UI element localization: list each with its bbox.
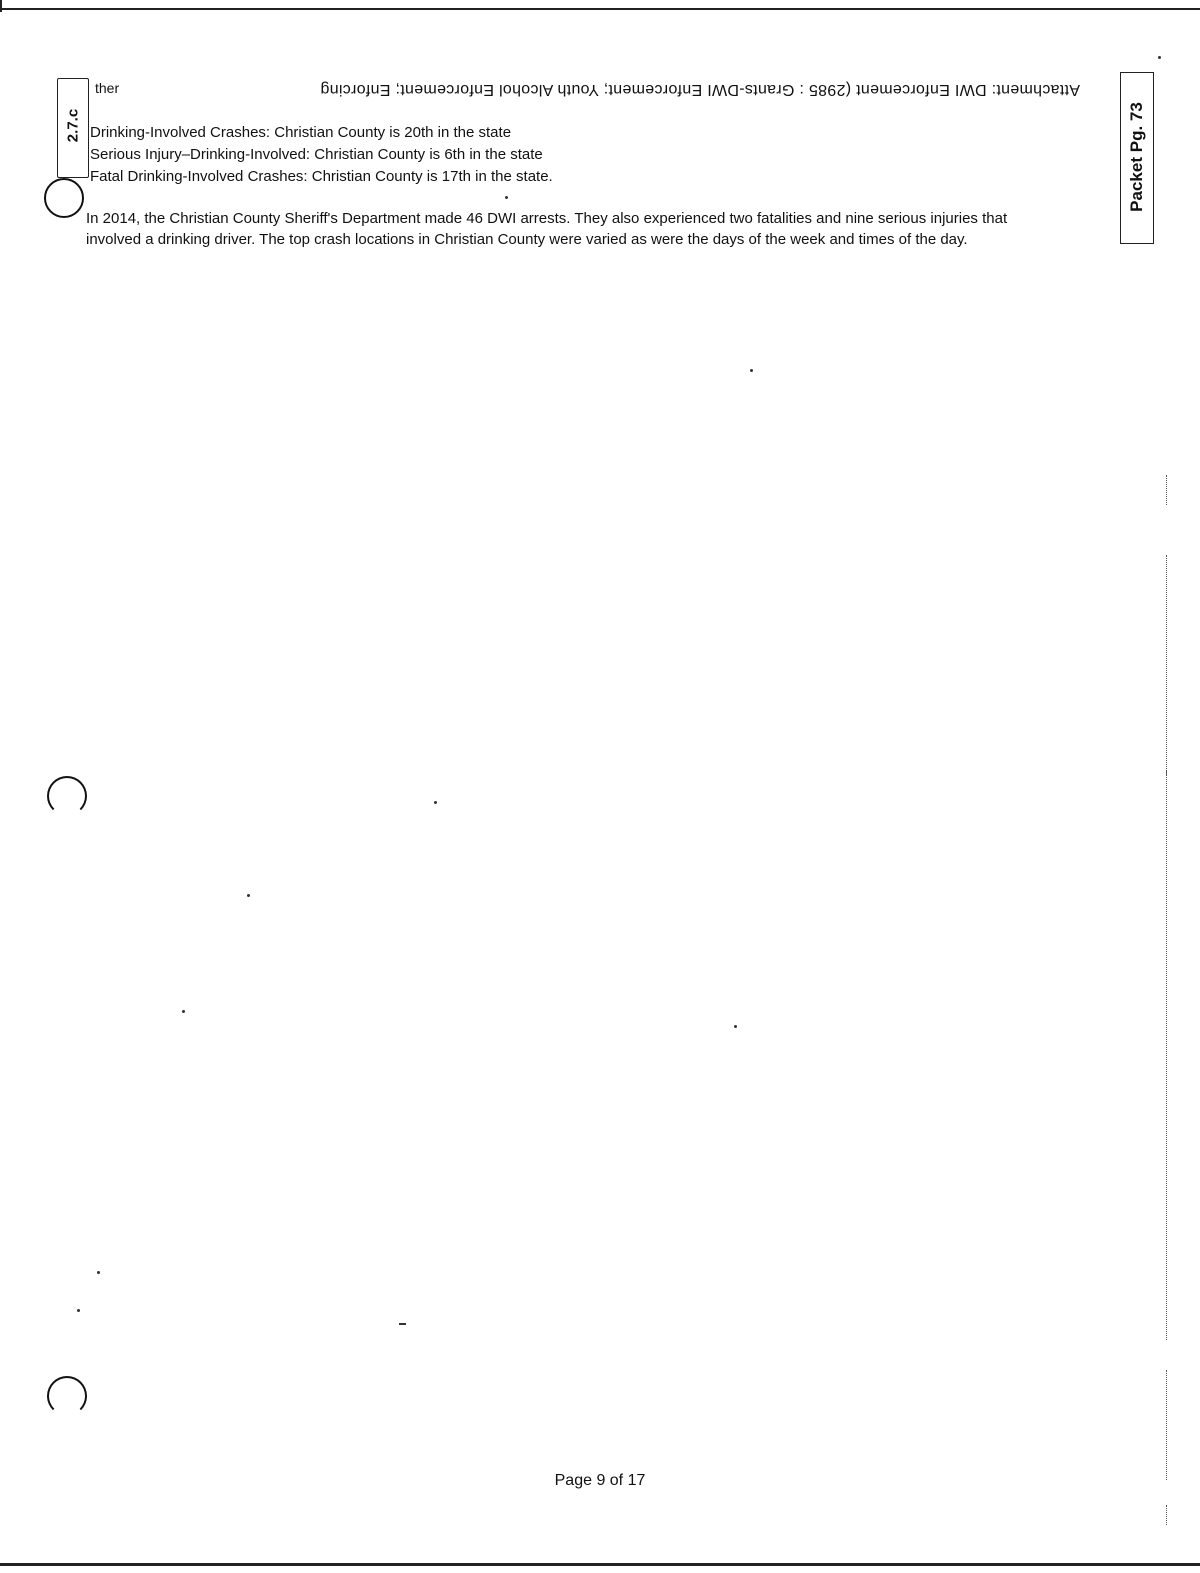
packet-page-label: Packet Pg. 73 — [1127, 102, 1146, 212]
body-paragraph: In 2014, the Christian County Sheriff's Department made 46 DWI arrests. They also experienced two fatalities and nine serious injuries that involved a drinking driver. The top crash locations in Christian County were varied as were the days of the week and times of the day. — [86, 210, 1008, 248]
scan-speck — [97, 1271, 100, 1274]
scan-margin-marks — [1166, 475, 1168, 505]
list-item: Serious Injury–Drinking-Involved: Christian County is 6th in the state — [90, 146, 543, 163]
punch-hole — [47, 776, 87, 816]
punch-hole — [44, 178, 84, 218]
list-item: Fatal Drinking-Involved Crashes: Christian County is 17th in the state. — [90, 168, 553, 185]
list-item: Drinking-Involved Crashes: Christian County is 20th in the state — [90, 124, 512, 141]
scan-speck — [77, 1309, 80, 1312]
scan-speck — [1158, 56, 1161, 59]
upside-down-attachment-header: Attachment: DWI Enforcement (2985 : Grants-DWI Enforcement; Youth Alcohol Enforcement; Enforcing — [320, 81, 1080, 98]
scan-margin-marks — [1166, 1370, 1168, 1480]
scan-speck — [750, 369, 753, 372]
scan-speck — [182, 1010, 185, 1013]
agenda-item-label: 2.7.c — [64, 108, 82, 143]
crash-ranking-list — [90, 122, 553, 188]
top-border — [0, 8, 1200, 10]
scan-margin-marks — [1166, 770, 1168, 1340]
header-trailing-word: ther — [95, 80, 120, 96]
agenda-item-tab — [57, 78, 89, 178]
bottom-border — [0, 1563, 1200, 1566]
scan-speck — [247, 894, 250, 897]
scan-margin-marks — [1166, 1505, 1168, 1525]
scan-speck — [399, 1323, 406, 1325]
page-number: Page 9 of 17 — [554, 1472, 646, 1489]
packet-page-tab — [1120, 72, 1154, 244]
scan-speck — [734, 1025, 737, 1028]
left-border — [0, 0, 2, 12]
scan-speck — [434, 801, 437, 804]
scan-speck — [505, 196, 508, 199]
punch-hole — [47, 1376, 87, 1416]
scan-margin-marks — [1166, 555, 1168, 775]
